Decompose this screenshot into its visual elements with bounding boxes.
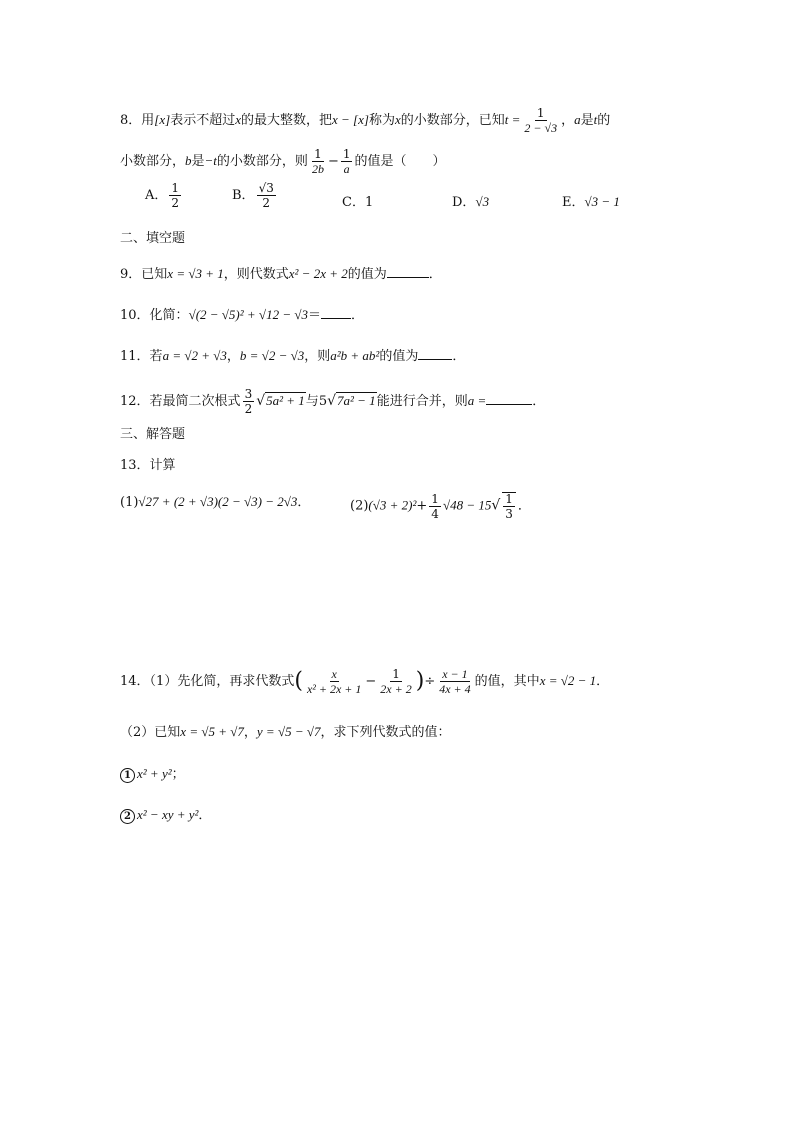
- denominator: a: [343, 162, 350, 176]
- radicand: 7a² − 1: [337, 393, 376, 408]
- numerator: 1: [342, 147, 351, 161]
- math-expr: x = √2 − 1: [539, 673, 597, 688]
- text: ．: [351, 308, 365, 323]
- minus-sign: −: [365, 674, 377, 689]
- numerator: 1: [171, 181, 180, 195]
- part-label: (1): [120, 495, 139, 510]
- option-label: B．: [232, 188, 255, 203]
- radicand: 5a² + 1: [266, 393, 305, 408]
- question-11: [120, 346, 465, 367]
- fraction: [429, 493, 441, 520]
- text: ，: [561, 113, 575, 128]
- numerator: 1: [392, 667, 400, 681]
- math-expr: √27 + (2 + √3)(2 − √3) − 2√3: [138, 494, 298, 509]
- fraction: [257, 182, 276, 209]
- option-d: [452, 191, 489, 210]
- question-number: 11．: [120, 349, 150, 364]
- question-number: 8．: [120, 113, 142, 128]
- text: 先化简，再求代数式: [177, 674, 295, 689]
- math-expr: b = √2 − √3: [239, 348, 305, 363]
- answer-blank[interactable]: [418, 347, 452, 360]
- text: ．: [198, 808, 212, 823]
- math-expr: a²b + ab²: [330, 348, 380, 363]
- question-9: [120, 264, 442, 285]
- denominator: 3: [505, 507, 513, 521]
- option-a: [145, 182, 183, 209]
- math-bracket-x: [x]: [154, 112, 171, 127]
- text: 的: [597, 113, 611, 128]
- text: 若: [149, 349, 163, 364]
- minus-sign: −: [327, 154, 339, 169]
- math-expr: y = √5 − √7: [256, 724, 321, 739]
- denominator: 2b: [311, 162, 324, 176]
- text: ＝: [307, 308, 321, 323]
- text: 是: [191, 154, 205, 169]
- answer-blank[interactable]: [321, 306, 351, 319]
- fraction: [243, 388, 255, 415]
- fraction: [310, 148, 326, 175]
- math-expr: √(2 − √5)² + √12 − √3: [188, 307, 308, 322]
- math-var: −t: [204, 153, 217, 168]
- text: 的值是（ ）: [354, 154, 446, 169]
- numerator: 1: [536, 106, 545, 120]
- fraction: [378, 668, 413, 695]
- text: 的小数部分，则: [216, 154, 308, 169]
- math-expr: t =: [504, 112, 521, 127]
- text: 已知: [154, 725, 181, 740]
- text: 若最简二次根式: [149, 394, 241, 409]
- math-expr: √48 − 15: [442, 497, 492, 513]
- text: ．: [452, 349, 466, 364]
- math-expr: x = √5 + √7: [180, 724, 244, 739]
- divide-sign: ÷: [424, 674, 436, 689]
- text: ；: [171, 767, 185, 782]
- question-13-part-1: [120, 492, 310, 513]
- math-var: a: [574, 112, 581, 127]
- fraction: [502, 492, 516, 520]
- plus-sign: +: [416, 498, 428, 514]
- text: 化简：: [149, 308, 189, 323]
- question-8-line-1: [120, 107, 610, 134]
- option-b: [232, 182, 278, 209]
- text: 的值为: [347, 267, 387, 282]
- text: ．: [532, 394, 546, 409]
- text: 的小数部分，已知: [400, 113, 505, 128]
- fraction: [437, 668, 472, 695]
- question-number: 12．: [120, 394, 150, 409]
- question-14-sub-2: [120, 805, 211, 826]
- denominator: 2x + 2: [380, 682, 412, 696]
- math-var: x: [235, 112, 241, 127]
- math-var: x: [394, 112, 401, 127]
- text: 已知: [141, 267, 168, 282]
- math-expr: x² + y²: [137, 766, 172, 781]
- option-label: C．: [342, 195, 365, 210]
- denominator: 2 − √3: [524, 121, 558, 135]
- circled-number: 1: [120, 768, 135, 783]
- denominator: 4: [431, 506, 439, 521]
- section-heading: 三、解答题: [120, 427, 186, 442]
- text: 的最大整数，把: [240, 113, 332, 128]
- option-value: 1: [364, 195, 374, 210]
- question-12: 12．若最简二次根式 $\frac{3}{2}$ √5a² + 1与5√7a² − 1能进行合并，则a = ．: [120, 387, 546, 416]
- option-value: √3 − 1: [584, 194, 620, 209]
- question-13-part-2: (2)(√3 + 2)²+ $\frac{1}{4}$ √48 − 15√ $\frac{1}{3}$ ．: [350, 491, 531, 521]
- part-label: （2）: [120, 725, 155, 740]
- question-14-sub-1: [120, 764, 185, 785]
- option-c: [342, 191, 373, 210]
- math-expr: x² − 2x + 2: [288, 266, 348, 281]
- text: ．: [517, 498, 531, 514]
- option-label: D．: [452, 195, 476, 210]
- math-expr: x − [x]: [332, 112, 369, 127]
- circled-number: 2: [120, 809, 135, 824]
- option-label: A．: [145, 188, 168, 203]
- text: 与: [305, 394, 319, 409]
- denominator: 4x + 4: [439, 682, 471, 696]
- text: ．: [297, 495, 311, 510]
- question-14-part-1: 14．（1）先化简，再求代数式( $\frac{x}{\text{x² + 2x + 1}}$ − $\frac{1}{2x + 2}$ )÷ $\frac{x - 1}{4x + 4}$ 的值，其中x = √2 − 1．: [120, 667, 610, 696]
- text: 小数部分，: [120, 154, 186, 169]
- text: 用: [141, 113, 155, 128]
- numerator: 3: [244, 387, 253, 401]
- text: ，则: [304, 349, 331, 364]
- part-label: （1）: [149, 674, 178, 689]
- math-expr: a =: [467, 393, 487, 408]
- text: 能进行合并，则: [376, 394, 468, 409]
- text: ．: [596, 674, 610, 689]
- math-var: t: [593, 112, 598, 127]
- fraction: [305, 668, 363, 695]
- math-expr: (√3 + 2)²: [368, 497, 417, 513]
- section-heading: 二、填空题: [120, 231, 186, 246]
- coefficient: 5: [318, 394, 328, 409]
- answer-blank[interactable]: [387, 265, 429, 278]
- option-value: √3: [475, 194, 490, 209]
- part-label: (2): [350, 498, 369, 514]
- text: 表示不超过: [170, 113, 236, 128]
- text: 的值为: [379, 349, 419, 364]
- text: ，: [243, 725, 257, 740]
- text: ，: [226, 349, 240, 364]
- question-number: 14．: [120, 674, 150, 689]
- option-label: E．: [562, 195, 585, 210]
- text: 称为: [368, 113, 395, 128]
- question-8-line-2: [120, 148, 446, 175]
- numerator: √3: [258, 181, 274, 195]
- fraction: [169, 182, 181, 209]
- text: ，求下列代数式的值：: [320, 725, 451, 740]
- numerator: 1: [314, 147, 322, 161]
- text: ，则代数式: [223, 267, 289, 282]
- question-14-part-2: [120, 722, 451, 743]
- text: ．: [428, 267, 442, 282]
- numerator: 1: [431, 491, 439, 506]
- question-10: [120, 305, 364, 326]
- question-number: 10．: [120, 308, 150, 323]
- numerator: x: [331, 667, 337, 681]
- answer-blank[interactable]: [486, 392, 532, 405]
- math-expr: a = √2 + √3: [162, 348, 227, 363]
- math-expr: x = √3 + 1: [167, 266, 224, 281]
- text: 是: [580, 113, 594, 128]
- fraction: [341, 148, 353, 175]
- denominator: x² + 2x + 1: [306, 682, 362, 696]
- denominator: 2: [262, 196, 271, 210]
- numerator: x − 1: [442, 667, 468, 681]
- fraction: [522, 107, 559, 134]
- question-13-title: 13．计算: [120, 458, 176, 473]
- question-number: 9．: [120, 267, 142, 282]
- numerator: 1: [505, 492, 513, 506]
- denominator: 2: [244, 402, 253, 416]
- denominator: 2: [171, 196, 180, 210]
- math-expr: x² − xy + y²: [137, 807, 199, 822]
- option-e: [562, 191, 620, 210]
- math-var: b: [185, 153, 192, 168]
- text: 的值，其中: [474, 674, 540, 689]
